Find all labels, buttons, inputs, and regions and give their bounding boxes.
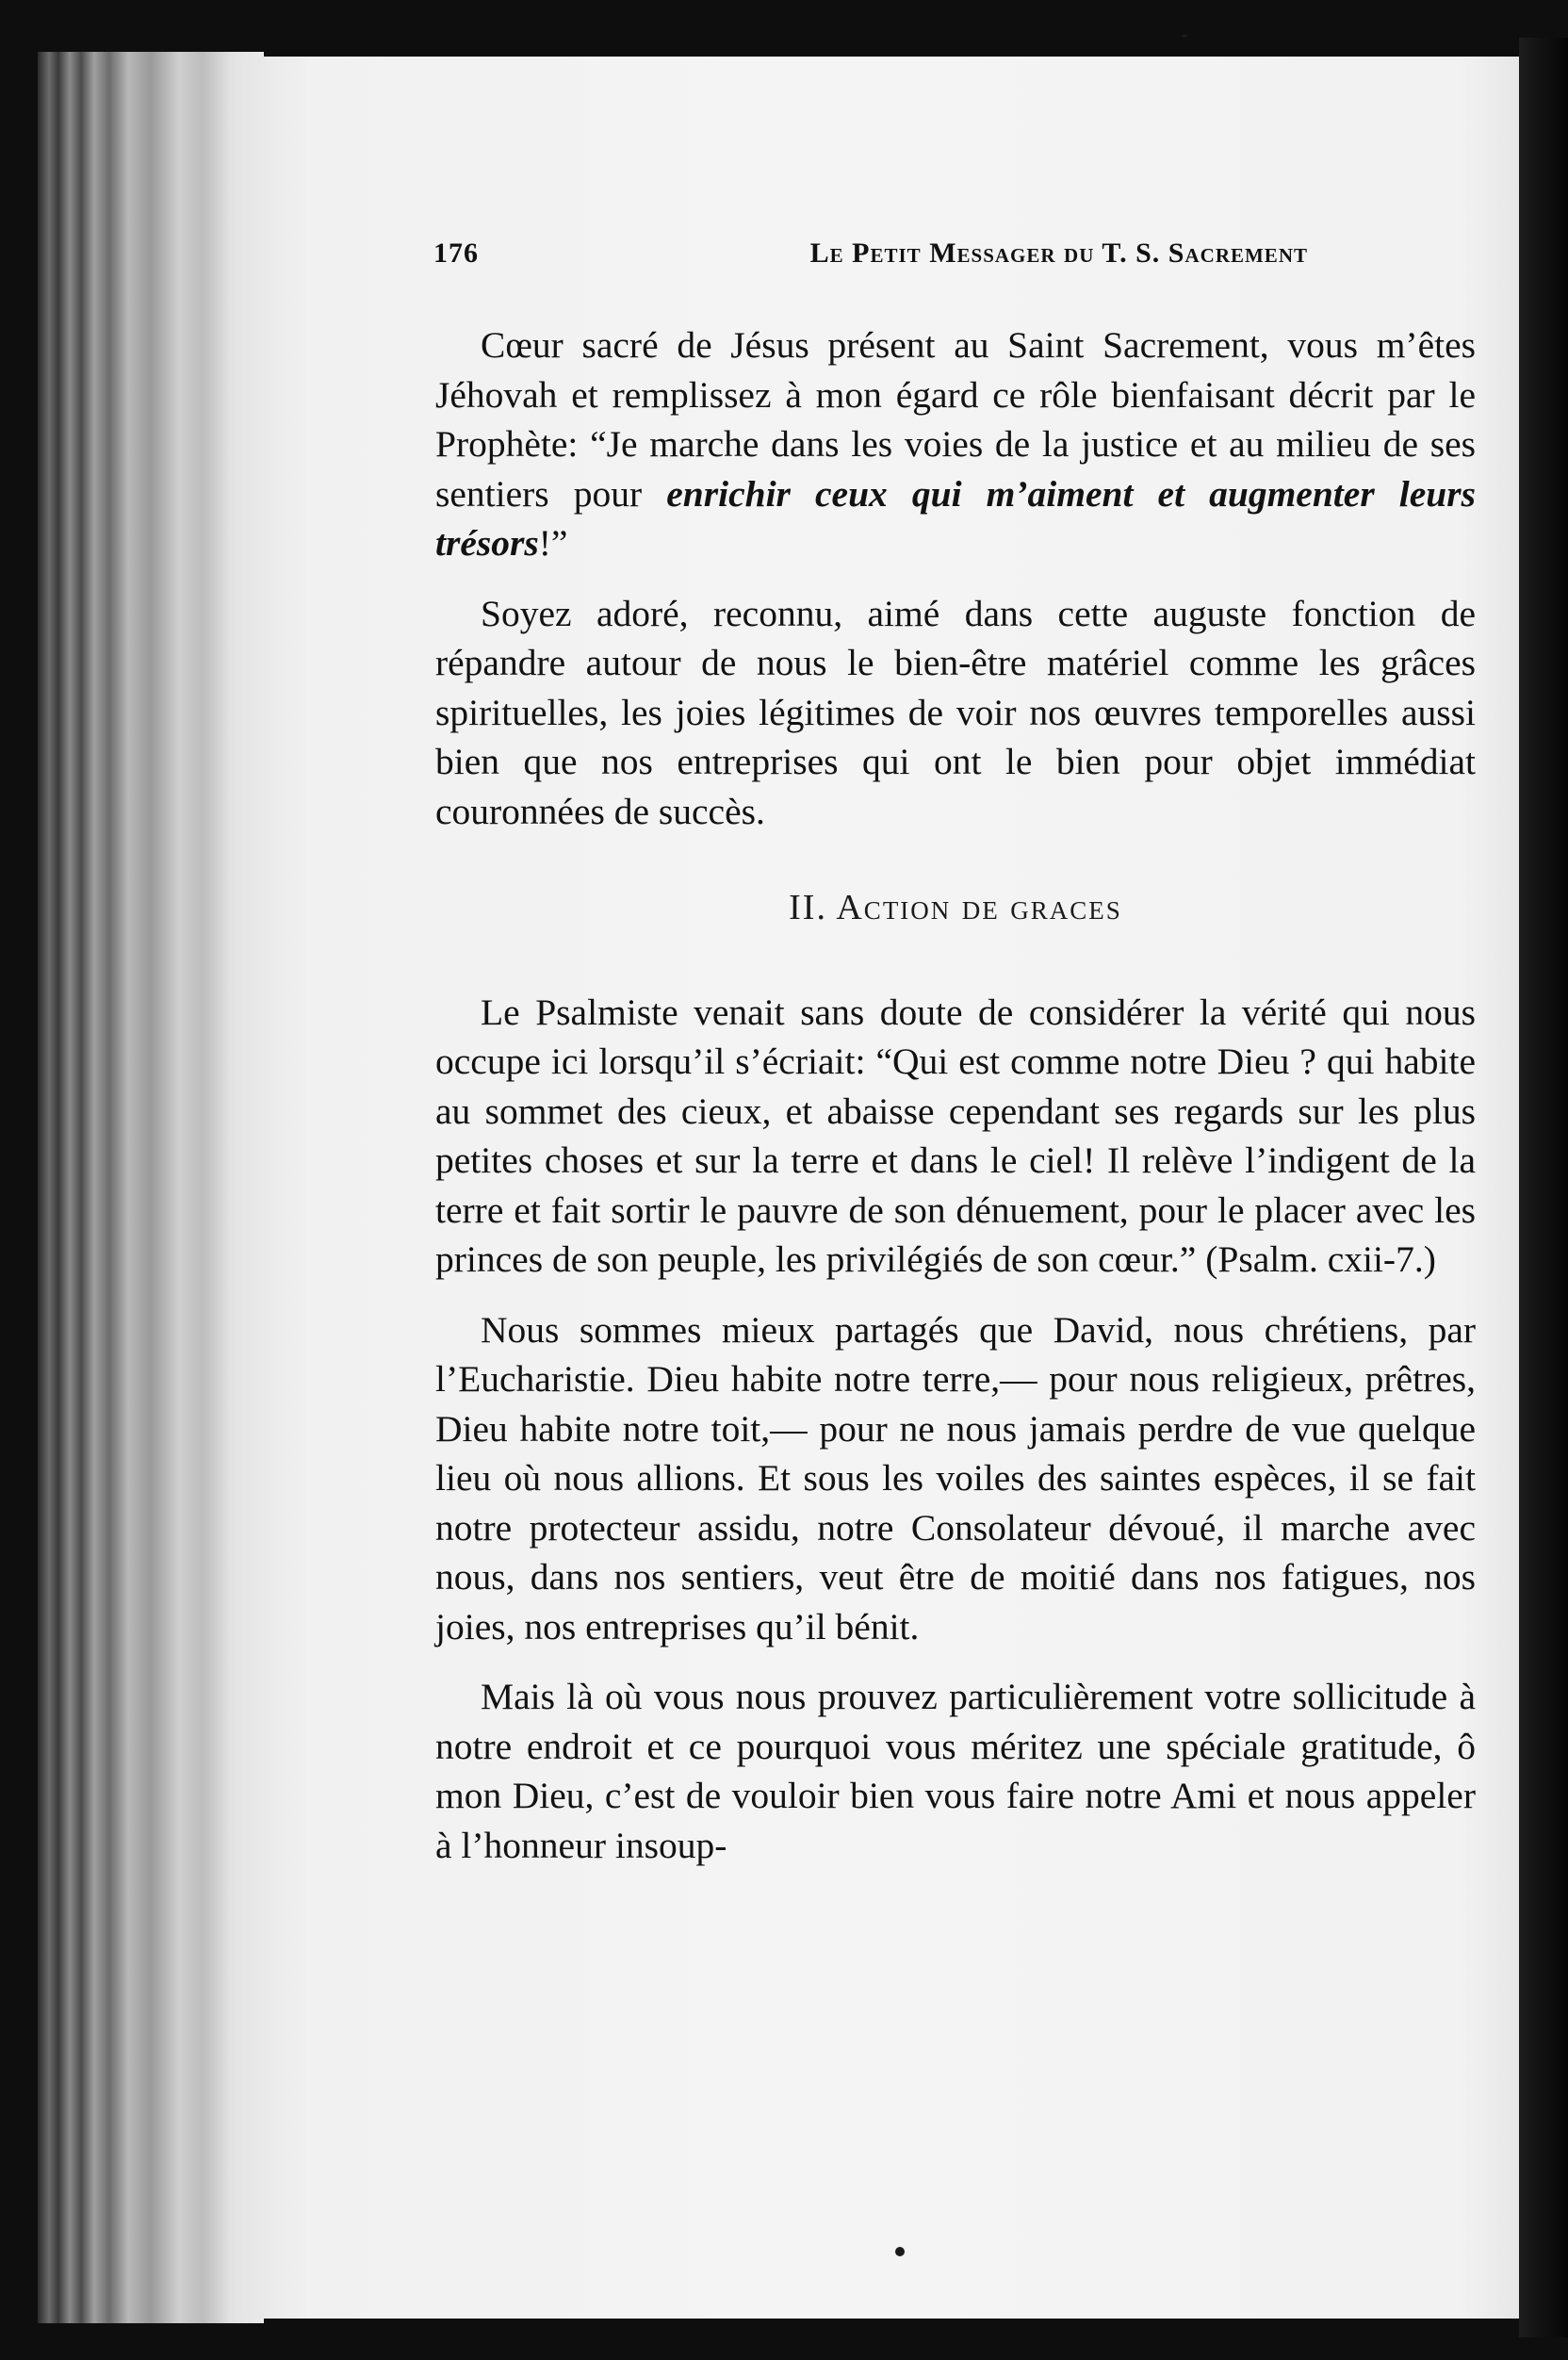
running-head bbox=[433, 238, 1308, 275]
page-number: 176 bbox=[433, 238, 479, 269]
paragraph-1-end: !” bbox=[538, 522, 568, 564]
scan-speck bbox=[895, 2247, 905, 2256]
paragraph-4: Nous sommes mieux partagés que David, nous chrétiens, par l’Eucharistie. Dieu habite notre terre,— pour nous religieux, prêtres, Dieu habite notre toit,— pour ne nous jamais perdre de vue quelque lieu où nous allions. Et sous les voiles des saintes espèces, il se fait notre protecteur assidu, notre Consolateur dévoué, il marche avec nous, dans nos sentiers, veut être de moitié dans nos fatigues, nos joies, nos entreprises qu’il bénit. bbox=[435, 1308, 1476, 1647]
paragraph-5: Mais là où vous nous prouvez particulièrement votre sollicitude à notre endroit et ce pourquoi vous méritez une spéciale gratitude, ô mon Dieu, c’est de vouloir bien vous faire notre Ami et nous appeler à l’honneur insoup- bbox=[435, 1676, 1476, 1866]
binding-shadow bbox=[1519, 38, 1568, 2337]
body-text bbox=[435, 320, 1476, 1891]
paragraph-3: Le Psalmiste venait sans doute de considérer la vérité qui nous occupe ici lorsqu’il s’écriait: “Qui est comme notre Dieu ? qui habite au sommet des cieux, et abaisse cependant ses regards sur les plus petites choses et sur la terre et dans le ciel! Il relève l’indigent de la terre et fait sortir le pauvre de son dénuement, pour le placer avec les princes de son peuple, les privilégiés de son cœur.” (Psalm. cxii-7.) bbox=[435, 991, 1476, 1280]
page-edges bbox=[38, 52, 264, 2323]
paragraph-2: Soyez adoré, reconnu, aimé dans cette auguste fonction de répandre autour de nous le bien-être matériel comme les grâces spirituelles, les joies légitimes de voir nos œuvres temporelles aussi bien que nos entreprises qui ont le bien pour objet immédiat couronnées de succès. bbox=[435, 592, 1476, 832]
paragraph-1 bbox=[435, 320, 1476, 568]
paragraph-1-italic: enrichir ceux qui m’aiment et augmenter leurs trésors bbox=[435, 472, 1476, 564]
section-heading: II. Action de graces bbox=[789, 888, 1122, 927]
running-title: Le Petit Messager du T. S. Sacrement bbox=[809, 238, 1308, 269]
scan-speck bbox=[1182, 34, 1187, 38]
paragraph-1-text: Cœur sacré de Jésus présent au Saint Sacrement, vous m’êtes Jéhovah et remplissez à mon égard ce rôle bienfaisant décrit par le Prophète: “Je marche dans les voies de la justice et au milieu de ses sentiers pour bbox=[435, 324, 1476, 515]
